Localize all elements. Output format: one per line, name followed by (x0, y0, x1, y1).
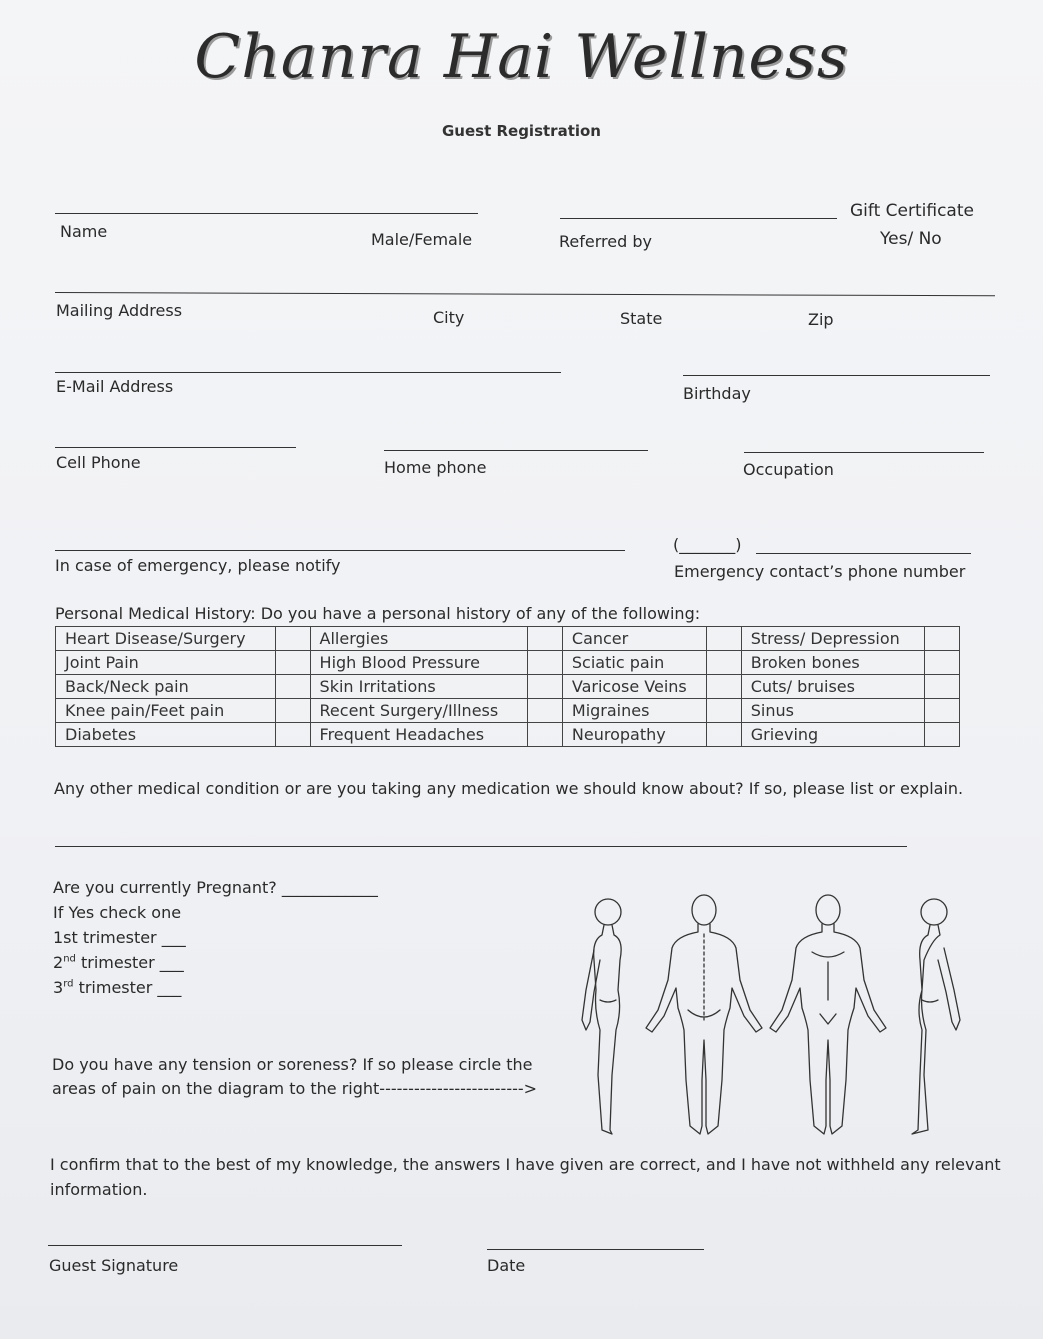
trimester-3-text: trimester ___ (73, 978, 182, 997)
condition-label: Cuts/ bruises (741, 675, 924, 699)
gift-certificate-label: Gift Certificate (850, 201, 974, 221)
confirmation-line2: information. (50, 1180, 148, 1199)
trimester-2[interactable] (53, 953, 184, 972)
condition-label: Neuropathy (562, 723, 706, 747)
condition-label: Sinus (741, 699, 924, 723)
condition-label: Back/Neck pain (56, 675, 276, 699)
guest-signature-label: Guest Signature (49, 1256, 179, 1275)
cell-phone-line[interactable] (55, 447, 296, 448)
condition-checkbox[interactable] (706, 723, 741, 747)
condition-checkbox[interactable] (275, 651, 310, 675)
condition-label: Stress/ Depression (741, 627, 924, 651)
medical-history-row (56, 723, 960, 747)
condition-label: Grieving (741, 723, 924, 747)
form-subtitle: Guest Registration (441, 122, 601, 140)
body-back-icon[interactable] (646, 895, 762, 1134)
body-front-icon[interactable] (770, 895, 886, 1134)
emergency-contact-line[interactable] (55, 550, 625, 551)
condition-label: Frequent Headaches (310, 723, 527, 747)
occupation-line[interactable] (744, 452, 984, 453)
birthday-line[interactable] (683, 375, 990, 376)
condition-checkbox[interactable] (527, 651, 562, 675)
trimester-1[interactable]: 1st trimester ___ (53, 928, 186, 947)
condition-label: Allergies (310, 627, 527, 651)
name-label: Name (60, 222, 108, 241)
cell-phone-label: Cell Phone (56, 453, 141, 472)
condition-checkbox[interactable] (925, 627, 960, 651)
condition-label: Skin Irritations (310, 675, 527, 699)
mailing-address-line[interactable] (55, 292, 995, 296)
condition-checkbox[interactable] (706, 675, 741, 699)
condition-label: Cancer (562, 627, 706, 651)
guest-signature-line[interactable] (48, 1245, 402, 1246)
page-title: Chanra Hai Wellness (194, 22, 849, 92)
pregnancy-if-yes: If Yes check one (53, 903, 182, 922)
condition-label: Sciatic pain (562, 651, 706, 675)
condition-checkbox[interactable] (925, 675, 960, 699)
condition-label: Heart Disease/Surgery (56, 627, 276, 651)
condition-label: Knee pain/Feet pain (56, 699, 276, 723)
condition-checkbox[interactable] (706, 627, 741, 651)
referred-by-line[interactable] (560, 218, 837, 219)
condition-label: High Blood Pressure (310, 651, 527, 675)
other-condition-line[interactable] (55, 846, 907, 847)
tension-prompt-line2: areas of pain on the diagram to the right-------------------------> (52, 1079, 538, 1098)
medical-history-row (56, 699, 960, 723)
condition-label: Diabetes (56, 723, 276, 747)
emergency-phone-area-code[interactable]: (_______) (673, 535, 742, 554)
medical-history-row (56, 675, 960, 699)
email-label: E-Mail Address (56, 377, 174, 396)
trimester-2-text: trimester ___ (75, 953, 184, 972)
condition-checkbox[interactable] (527, 699, 562, 723)
mailing-address-label: Mailing Address (56, 301, 183, 320)
emergency-notify-label: In case of emergency, please notify (55, 556, 341, 575)
condition-checkbox[interactable] (706, 651, 741, 675)
trimester-2-number: 2 (53, 953, 64, 972)
date-label: Date (487, 1256, 526, 1275)
email-line[interactable] (55, 372, 561, 373)
body-side-left-icon[interactable] (582, 899, 621, 1134)
condition-label: Broken bones (741, 651, 924, 675)
state-label: State (620, 309, 663, 328)
referred-by-label: Referred by (559, 232, 652, 251)
home-phone-line[interactable] (384, 450, 648, 451)
condition-checkbox[interactable] (275, 675, 310, 699)
condition-checkbox[interactable] (925, 651, 960, 675)
condition-checkbox[interactable] (925, 723, 960, 747)
name-line[interactable] (55, 213, 478, 214)
condition-label: Varicose Veins (562, 675, 706, 699)
zip-label: Zip (808, 310, 834, 329)
date-line[interactable] (487, 1249, 704, 1250)
emergency-phone-line[interactable] (756, 553, 971, 554)
body-diagram[interactable] (572, 890, 972, 1140)
confirmation-line1: I confirm that to the best of my knowledge, the answers I have given are correct, and I have not withheld any relevant (50, 1155, 1001, 1174)
occupation-label: Occupation (743, 460, 834, 479)
medical-history-row (56, 651, 960, 675)
emergency-phone-label: Emergency contact’s phone number (674, 562, 966, 581)
medical-history-row (56, 627, 960, 651)
condition-label: Joint Pain (56, 651, 276, 675)
sex-label[interactable]: Male/Female (371, 230, 473, 249)
trimester-2-suffix: nd (63, 953, 76, 965)
condition-checkbox[interactable] (925, 699, 960, 723)
other-condition-prompt: Any other medical condition or are you taking any medication we should know about? If so, please list or explain. (54, 779, 964, 798)
trimester-3[interactable] (53, 978, 181, 997)
condition-checkbox[interactable] (275, 627, 310, 651)
city-label: City (433, 308, 465, 327)
gift-yes-no[interactable]: Yes/ No (880, 229, 942, 249)
condition-label: Recent Surgery/Illness (310, 699, 527, 723)
condition-checkbox[interactable] (706, 699, 741, 723)
condition-checkbox[interactable] (527, 675, 562, 699)
home-phone-label: Home phone (384, 458, 487, 477)
condition-label: Migraines (562, 699, 706, 723)
tension-prompt-line1: Do you have any tension or soreness? If so please circle the (52, 1055, 533, 1074)
condition-checkbox[interactable] (275, 699, 310, 723)
condition-checkbox[interactable] (527, 627, 562, 651)
medical-history-table (55, 626, 960, 747)
birthday-label: Birthday (683, 384, 751, 403)
condition-checkbox[interactable] (275, 723, 310, 747)
trimester-3-number: 3 (53, 978, 64, 997)
pregnancy-question[interactable]: Are you currently Pregnant? ____________ (53, 878, 378, 897)
trimester-3-suffix: rd (63, 978, 74, 990)
medical-history-prompt: Personal Medical History: Do you have a personal history of any of the following: (55, 604, 701, 623)
condition-checkbox[interactable] (527, 723, 562, 747)
body-side-right-icon[interactable] (912, 899, 960, 1134)
